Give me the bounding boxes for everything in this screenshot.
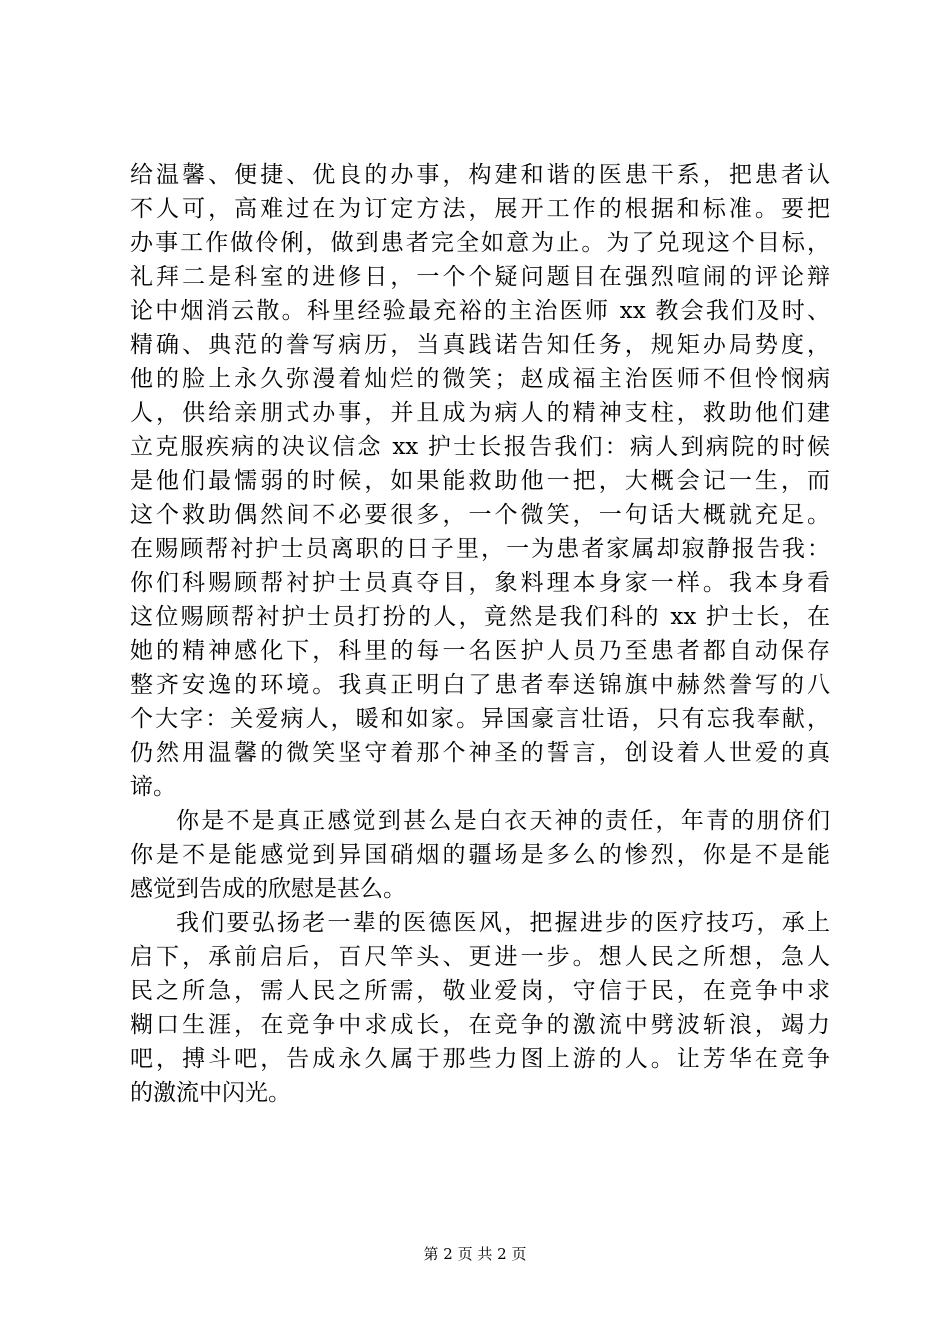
paragraph-2 [130,804,830,906]
paragraph-3-line: 我们要弘扬老一辈的医德医风，把握进步的医疗技巧，承上 [176,910,830,936]
paragraph-1-line: 整齐安逸的环境。我真正明白了患者奉送锦旗中赫然誊写的八 [130,672,830,698]
document-body [130,158,830,1110]
paragraph-1-line: 不人可，高难过在为订定方法，展开工作的根据和标准。要把 [130,196,830,222]
paragraph-2-line: 你是不是真正感觉到甚么是白衣天神的责任，年青的朋侪们 [176,808,830,834]
paragraph-1-line: 精确、典范的誊写病历，当真践诺告知任务，规矩办局势度， [130,332,830,358]
paragraph-1-line: 在赐顾帮衬护士员离职的日子里，一为患者家属却寂静报告我： [130,536,830,562]
paragraph-1-line: 论中烟消云散。科里经验最充裕的主治医师 xx 教会我们及时、 [130,298,830,324]
paragraph-2-line: 感觉到告成的欣慰是甚么。 [130,876,406,902]
paragraph-1-line: 立克服疾病的决议信念 xx 护士长报告我们：病人到病院的时候 [130,434,830,460]
paragraph-1 [130,158,830,804]
paragraph-1-line: 人，供给亲朋式办事，并且成为病人的精神支柱，救助他们建 [130,400,830,426]
paragraph-3-line: 吧，搏斗吧，告成永久属于那些力图上游的人。让芳华在竞争 [130,1046,830,1072]
paragraph-1-line: 这个救助偶然间不必要很多，一个微笑，一句话大概就充足。 [130,502,830,528]
page-number-label: 第 2 页 共 2 页 [423,1245,527,1263]
paragraph-1-line: 这位赐顾帮衬护士员打扮的人，竟然是我们科的 xx 护士长，在 [130,604,830,630]
paragraph-1-line: 个大字：关爱病人，暖和如家。异国豪言壮语，只有忘我奉献， [130,706,830,732]
paragraph-1-line: 她的精神感化下，科里的每一名医护人员乃至患者都自动保存 [130,638,830,664]
paragraph-3-line: 民之所急，需人民之所需，敬业爱岗，守信于民，在竞争中求 [130,978,830,1004]
paragraph-3-line: 的激流中闪光。 [130,1080,291,1106]
paragraph-1-line: 礼拜二是科室的进修日，一个个疑问题目在强烈喧闹的评论辩 [130,264,830,290]
paragraph-3-line: 糊口生涯，在竞争中求成长，在竞争的激流中劈波斩浪，竭力 [130,1012,830,1038]
paragraph-1-line: 谛。 [130,774,176,800]
paragraph-3-line: 启下，承前启后，百尺竿头、更进一步。想人民之所想，急人 [130,944,830,970]
paragraph-1-line: 仍然用温馨的微笑坚守着那个神圣的誓言，创设着人世爱的真 [130,740,830,766]
paragraph-1-line: 是他们最懦弱的时候，如果能救助他一把，大概会记一生，而 [130,468,830,494]
page-footer [0,1244,950,1264]
paragraph-1-line: 你们科赐顾帮衬护士员真夺目，象料理本身家一样。我本身看 [130,570,830,596]
paragraph-1-line: 给温馨、便捷、优良的办事，构建和谐的医患干系，把患者认 [130,162,830,188]
paragraph-2-line: 你是不是能感觉到异国硝烟的疆场是多么的惨烈，你是不是能 [130,842,830,868]
paragraph-3 [130,906,830,1110]
paragraph-1-line: 办事工作做伶俐，做到患者完全如意为止。为了兑现这个目标， [130,230,830,256]
paragraph-1-line: 他的脸上永久弥漫着灿烂的微笑；赵成福主治医师不但怜悯病 [130,366,830,392]
